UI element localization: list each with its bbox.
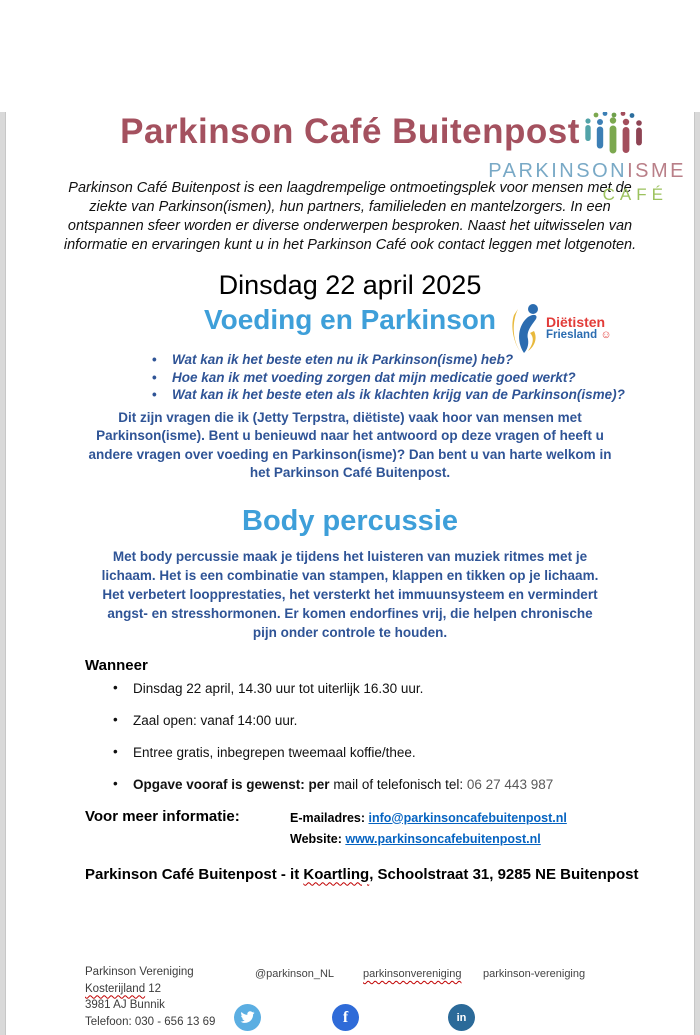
website-label: Website: xyxy=(290,831,346,846)
when-bullet-list xyxy=(113,680,700,793)
signup-rest-text: mail of telefonisch tel: xyxy=(329,776,467,792)
session2-paragraph: Met body percussie maak je tijdens het luisteren van muziek ritmes met je lichaam. Het is een combinatie van stampen, klappen en tikken op je lichaam. Het verbetert loopprestaties, het versterkt het immuunsysteem en vermindert angst- en stresshormonen. Er komen endorfines vrij, die helpen chronische pijn onder controle te houden. xyxy=(101,548,599,640)
footer-phone: Telefoon: 030 - 656 13 69 xyxy=(85,1015,216,1028)
email-line xyxy=(290,808,567,829)
question-bullet-list xyxy=(150,351,700,404)
website-line xyxy=(290,829,567,850)
flyer-page xyxy=(0,112,700,1035)
email-link[interactable]: info@parkinsoncafebuitenpost.nl xyxy=(368,810,567,825)
page-left-edge xyxy=(0,112,6,1035)
event-date-heading: Dinsdag 22 april 2025 xyxy=(218,270,482,300)
intro-paragraph: Parkinson Café Buitenpost is een laagdrempelige ontmoetingsplek voor mensen met de ziekte van Parkinson(ismen), hun partners, familieleden en mantelzorgers. In een ontspannen sfeer worden er diverse onderwerpen besproken. Naast het uitwisselen van informatie en ervaringen kunt u in het Parkinson Café ook contact leggen met lotgenoten. xyxy=(63,180,637,253)
signup-bold-text: Opgave vooraf is gewenst: per xyxy=(133,776,330,792)
brand-name-parkinson: PARKINSON xyxy=(488,160,628,182)
footer-street xyxy=(85,981,215,998)
dietisten-mark-icon: ☺ xyxy=(600,329,612,341)
question-bullet: • Wat kan ik het beste eten als ik klachten krijg van de Parkinson(isme)? xyxy=(150,386,700,404)
session2-heading: Body percussie xyxy=(242,504,458,537)
parkinsonisme-cafe-logo xyxy=(466,112,686,205)
question-bullet: • Wat kan ik het beste eten nu ik Parkinson(isme) heb? xyxy=(150,351,700,369)
facebook-handle: parkinsonvereniging xyxy=(363,968,462,980)
address-part2: , Schoolstraat 31, 9285 NE Buitenpost xyxy=(369,865,639,883)
email-label: E-mailadres: xyxy=(290,810,369,825)
when-heading: Wanneer xyxy=(85,656,148,674)
brand-subtitle: CAFÉ xyxy=(602,185,668,204)
question-bullet: • Hoe kan ik met voeding zorgen dat mijn medicatie goed werkt? xyxy=(150,369,700,387)
footer xyxy=(0,960,700,1035)
dietisten-logo-region xyxy=(546,329,612,342)
dietisten-figure-icon xyxy=(504,301,546,357)
footer-org-block xyxy=(85,964,215,1030)
address-venue-name: Koartling xyxy=(303,865,370,883)
session1-heading-row xyxy=(0,304,700,341)
when-bullet: • Entree gratis, inbegrepen tweemaal koffie/thee. xyxy=(113,744,700,761)
footer-city: 3981 AJ Bunnik xyxy=(85,999,165,1011)
more-info-label: Voor meer informatie: xyxy=(85,807,240,825)
dietisten-friesland-logo xyxy=(504,300,632,358)
people-cluster-icon xyxy=(574,112,658,158)
venue-address xyxy=(85,866,700,883)
more-info-section xyxy=(85,808,700,850)
when-bullet: • Zaal open: vanaf 14:00 uur. xyxy=(113,712,700,729)
page-right-edge xyxy=(694,112,700,1035)
signup-phone-number: 06 27 443 987 xyxy=(466,776,554,792)
linkedin-icon[interactable]: in xyxy=(448,1004,475,1031)
linkedin-handle: parkinson-vereniging xyxy=(483,968,586,980)
page-title: Parkinson Café Buitenpost xyxy=(120,112,580,151)
when-bullet: • Dinsdag 22 april, 14.30 uur tot uiterlijk 16.30 uur. xyxy=(113,680,700,697)
address-part1: Parkinson Café Buitenpost - it xyxy=(85,865,304,883)
session1-paragraph: Dit zijn vragen die ik (Jetty Terpstra, diëtiste) vaak hoor van mensen met Parkinson(isme). Bent u benieuwd naar het antwoord op deze vragen of heeft u andere vragen over voeding en Parkinson(isme)? Dan bent u van harte welkom in het Parkinson Café Buitenpost. xyxy=(88,409,612,480)
dietisten-logo-name: Diëtisten xyxy=(545,314,606,330)
brand-name-isme: ISME xyxy=(627,160,686,182)
twitter-icon[interactable] xyxy=(234,1004,261,1031)
footer-org-name: Parkinson Vereniging xyxy=(85,966,194,978)
facebook-icon[interactable]: f xyxy=(332,1004,359,1031)
twitter-handle: @parkinson_NL xyxy=(255,968,335,980)
brand-name xyxy=(466,160,686,183)
footer-street-name: Kosterijland xyxy=(85,982,146,995)
website-link[interactable]: www.parkinsoncafebuitenpost.nl xyxy=(345,831,541,846)
footer-street-number: 12 xyxy=(145,982,162,995)
dietisten-region-text: Friesland xyxy=(545,329,598,341)
session1-heading: Voeding en Parkinson xyxy=(204,304,496,335)
when-bullet-signup xyxy=(113,776,700,793)
